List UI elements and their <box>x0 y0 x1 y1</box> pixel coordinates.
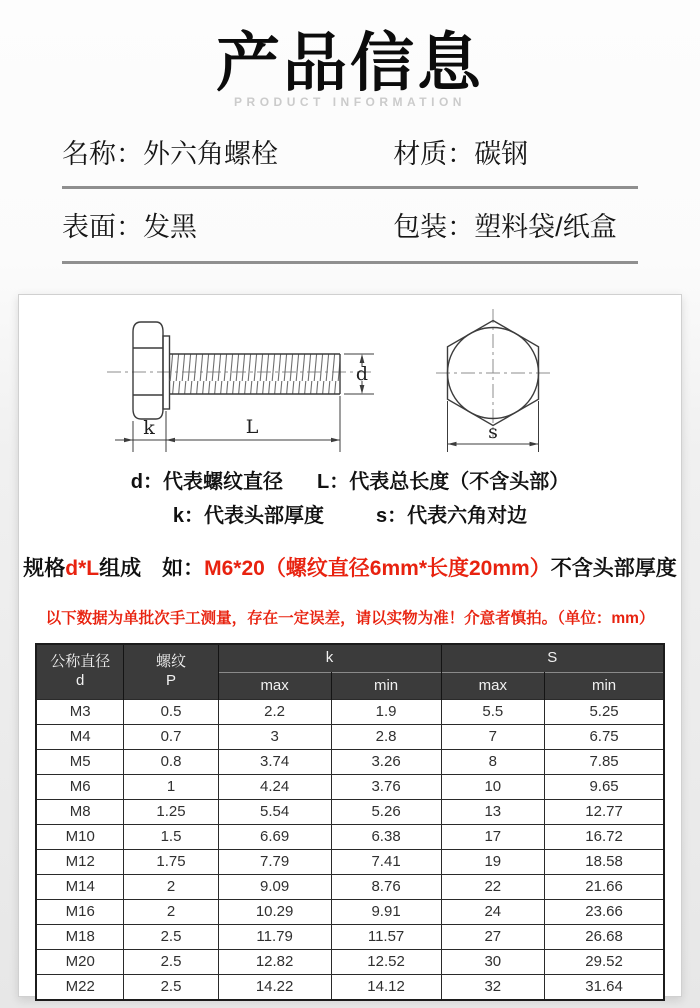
legend-k: k：代表头部厚度 <box>172 505 324 528</box>
spec-cell-k_max: 2.2 <box>218 699 331 724</box>
spec-cell-s_min: 31.64 <box>545 974 664 1000</box>
detail-packaging <box>393 205 617 244</box>
header-group-row <box>36 644 664 673</box>
spec-cell-k_min: 5.26 <box>331 799 441 824</box>
table-row <box>36 699 664 724</box>
detail-surface-label: 表面： <box>62 212 143 243</box>
spec-cell-s_max: 27 <box>441 924 545 949</box>
legend-d: d：代表螺纹直径 <box>130 471 283 494</box>
spec-cell-p: 2.5 <box>124 924 218 949</box>
spec-cell-s_min: 7.85 <box>545 749 664 774</box>
spec-cell-k_min: 14.12 <box>331 974 441 1000</box>
dim-label-s: s <box>488 421 498 444</box>
legend-s: s：代表六角对边 <box>376 505 528 528</box>
spec-cell-k_max: 9.09 <box>218 874 331 899</box>
spec-cell-k_min: 11.57 <box>331 924 441 949</box>
table-row <box>36 774 664 799</box>
bolt-diagram <box>19 301 681 463</box>
spec-cell-p: 2 <box>124 899 218 924</box>
spec-cell-d: M6 <box>36 774 124 799</box>
header-diameter <box>36 644 124 700</box>
legend-row-1 <box>19 471 681 494</box>
detail-material <box>393 132 528 171</box>
spec-cell-s_min: 23.66 <box>545 899 664 924</box>
spec-segment: 组成 如： <box>99 557 205 581</box>
bolt-end-view <box>436 309 550 437</box>
spec-cell-s_max: 13 <box>441 799 545 824</box>
spec-cell-p: 2.5 <box>124 949 218 974</box>
spec-cell-k_max: 5.54 <box>218 799 331 824</box>
divider <box>62 261 638 264</box>
spec-cell-k_min: 9.91 <box>331 899 441 924</box>
spec-segment: 规格 <box>23 557 66 581</box>
spec-cell-k_max: 3 <box>218 724 331 749</box>
detail-name-label: 名称： <box>62 139 143 170</box>
spec-cell-s_max: 30 <box>441 949 545 974</box>
spec-cell-k_max: 12.82 <box>218 949 331 974</box>
spec-cell-d: M3 <box>36 699 124 724</box>
legend-L: L：代表总长度（不含头部） <box>317 471 570 494</box>
header-pitch-label: 螺纹 <box>155 653 186 671</box>
page-title: 产品信息 <box>216 27 484 99</box>
detail-row-2 <box>62 189 638 261</box>
spec-table <box>35 643 665 1001</box>
table-row <box>36 799 664 824</box>
detail-name <box>62 132 393 171</box>
spec-cell-p: 1.25 <box>124 799 218 824</box>
spec-cell-d: M10 <box>36 824 124 849</box>
spec-cell-k_max: 10.29 <box>218 899 331 924</box>
table-row <box>36 874 664 899</box>
product-details <box>62 123 638 264</box>
table-row <box>36 899 664 924</box>
spec-cell-d: M20 <box>36 949 124 974</box>
header-pitch <box>124 644 218 700</box>
table-row <box>36 849 664 874</box>
table-row <box>36 949 664 974</box>
spec-cell-k_max: 11.79 <box>218 924 331 949</box>
header-k-min: min <box>331 672 441 699</box>
bolt-side-view <box>107 322 375 419</box>
header-diameter-label: 公称直径 <box>50 653 111 671</box>
dim-label-d: d <box>355 363 369 386</box>
spec-cell-k_max: 7.79 <box>218 849 331 874</box>
header-s-max: max <box>441 672 545 699</box>
spec-cell-s_min: 16.72 <box>545 824 664 849</box>
spec-cell-s_max: 17 <box>441 824 545 849</box>
measurement-warning: 以下数据为单批次手工测量，存在一定误差，请以实物为准！介意者慎拍。（单位：mm） <box>45 610 655 628</box>
spec-cell-s_max: 5.5 <box>441 699 545 724</box>
page-subtitle: PRODUCT INFORMATION <box>234 95 466 110</box>
content-box <box>18 294 682 997</box>
spec-cell-p: 1 <box>124 774 218 799</box>
spec-cell-p: 0.8 <box>124 749 218 774</box>
spec-cell-s_max: 8 <box>441 749 545 774</box>
table-row <box>36 749 664 774</box>
spec-cell-d: M5 <box>36 749 124 774</box>
spec-cell-d: M22 <box>36 974 124 1000</box>
spec-table-head <box>36 644 664 700</box>
spec-cell-s_max: 22 <box>441 874 545 899</box>
dim-label-k: k <box>143 417 155 440</box>
spec-cell-s_min: 29.52 <box>545 949 664 974</box>
detail-material-label: 材质： <box>393 139 475 170</box>
spec-cell-k_min: 7.41 <box>331 849 441 874</box>
detail-row-1 <box>62 123 638 186</box>
spec-cell-k_max: 6.69 <box>218 824 331 849</box>
header-k-group: k <box>218 644 441 673</box>
spec-cell-d: M12 <box>36 849 124 874</box>
header-pitch-sub: P <box>165 671 176 689</box>
spec-cell-s_min: 5.25 <box>545 699 664 724</box>
table-row <box>36 724 664 749</box>
spec-cell-s_max: 19 <box>441 849 545 874</box>
header-s-min: min <box>545 672 664 699</box>
dim-label-L: L <box>245 416 259 439</box>
spec-cell-s_max: 7 <box>441 724 545 749</box>
spec-cell-k_max: 4.24 <box>218 774 331 799</box>
spec-cell-p: 1.75 <box>124 849 218 874</box>
table-row <box>36 924 664 949</box>
spec-segment-red: M6*20（螺纹直径6mm*长度20mm） <box>204 557 551 581</box>
spec-cell-k_max: 14.22 <box>218 974 331 1000</box>
spec-cell-k_min: 12.52 <box>331 949 441 974</box>
spec-cell-s_min: 21.66 <box>545 874 664 899</box>
table-row <box>36 824 664 849</box>
spec-cell-p: 2 <box>124 874 218 899</box>
spec-cell-k_min: 2.8 <box>331 724 441 749</box>
spec-cell-k_min: 8.76 <box>331 874 441 899</box>
page-header <box>0 0 700 109</box>
spec-cell-d: M8 <box>36 799 124 824</box>
spec-cell-k_max: 3.74 <box>218 749 331 774</box>
table-row <box>36 974 664 1000</box>
spec-cell-d: M16 <box>36 899 124 924</box>
spec-cell-p: 0.5 <box>124 699 218 724</box>
spec-segment-red: d*L <box>65 557 100 581</box>
spec-cell-k_min: 3.76 <box>331 774 441 799</box>
spec-cell-k_min: 3.26 <box>331 749 441 774</box>
spec-table-body <box>36 699 664 1000</box>
spec-cell-k_min: 1.9 <box>331 699 441 724</box>
header-k-max: max <box>218 672 331 699</box>
spec-cell-k_min: 6.38 <box>331 824 441 849</box>
spec-cell-s_min: 9.65 <box>545 774 664 799</box>
legend-row-2 <box>19 505 681 528</box>
detail-name-value: 外六角螺栓 <box>143 139 278 170</box>
spec-cell-s_max: 10 <box>441 774 545 799</box>
spec-segment: 不含头部厚度 <box>550 557 677 581</box>
detail-packaging-label: 包装： <box>393 212 475 243</box>
spec-cell-d: M14 <box>36 874 124 899</box>
spec-cell-p: 0.7 <box>124 724 218 749</box>
detail-surface <box>62 205 393 244</box>
spec-cell-p: 1.5 <box>124 824 218 849</box>
dimension-legend <box>19 471 681 528</box>
detail-packaging-value: 塑料袋/纸盒 <box>474 212 617 243</box>
spec-cell-s_min: 18.58 <box>545 849 664 874</box>
header-diameter-sub: d <box>76 671 85 689</box>
spec-cell-s_min: 26.68 <box>545 924 664 949</box>
detail-surface-value: 发黑 <box>143 212 197 243</box>
detail-material-value: 碳钢 <box>474 139 529 170</box>
spec-cell-p: 2.5 <box>124 974 218 1000</box>
spec-cell-s_min: 12.77 <box>545 799 664 824</box>
header-s-group: S <box>441 644 664 673</box>
spec-cell-s_max: 32 <box>441 974 545 1000</box>
spec-cell-s_min: 6.75 <box>545 724 664 749</box>
spec-format-line <box>19 557 681 581</box>
spec-cell-d: M4 <box>36 724 124 749</box>
spec-cell-d: M18 <box>36 924 124 949</box>
spec-cell-s_max: 24 <box>441 899 545 924</box>
